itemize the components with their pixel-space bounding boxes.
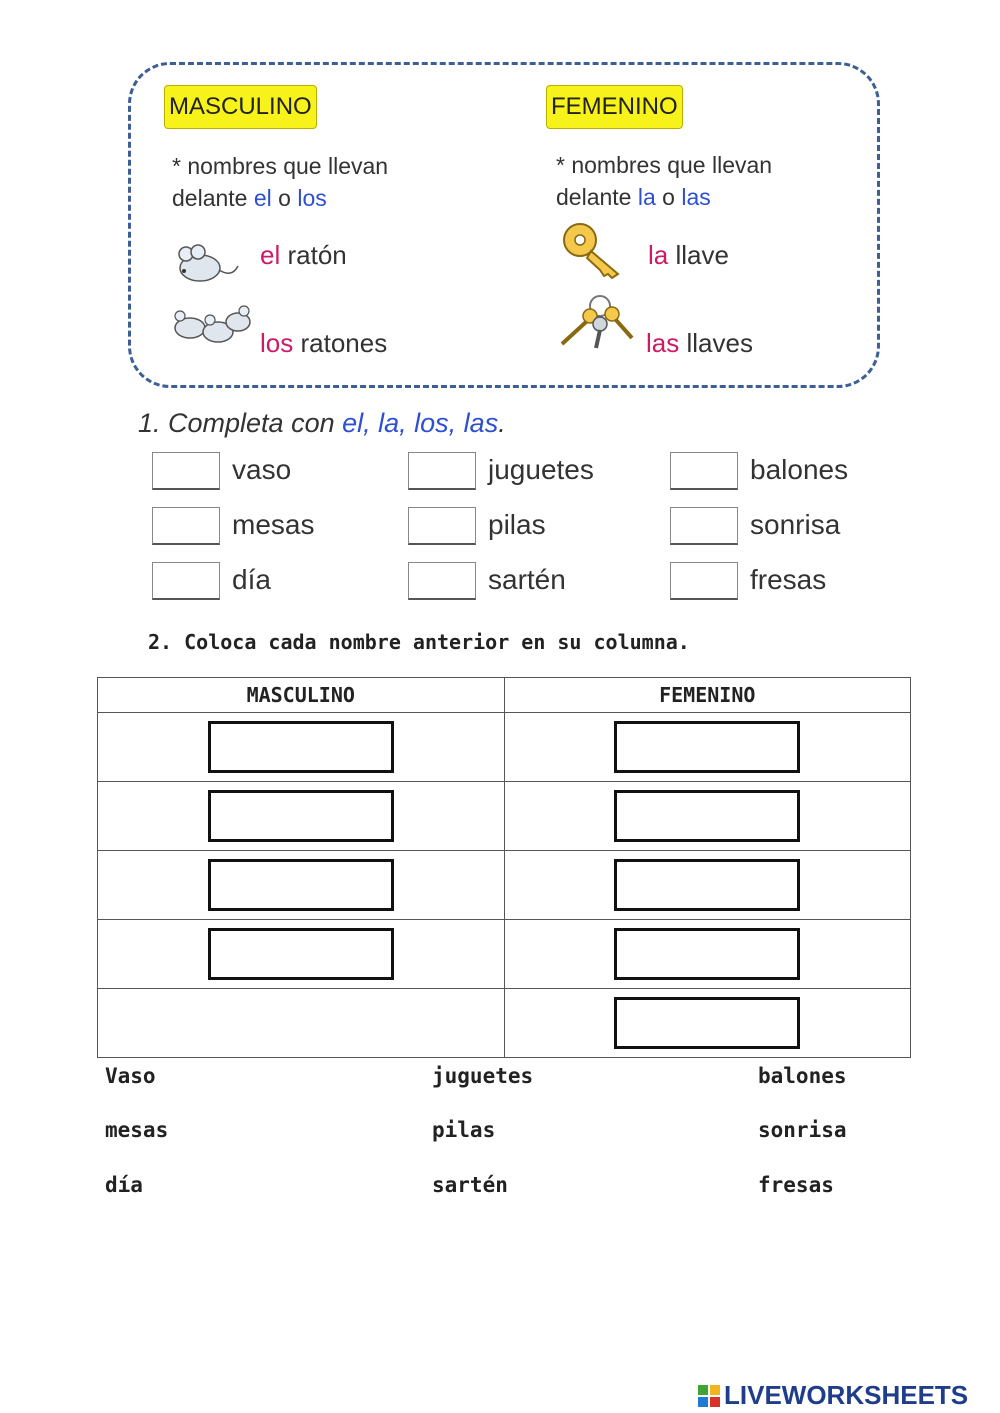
article-los: los [297,185,327,211]
masculine-rule [172,150,388,214]
feminine-column-header: FEMENINO [504,678,911,713]
exercise1-word: fresas [750,564,827,595]
rule-line-2: delante la o las [556,184,711,210]
rule-line-1: * nombres que llevan [172,153,389,179]
feminine-rule [556,149,772,213]
article-las: las [681,184,711,210]
word-bank-item[interactable]: mesas [105,1118,169,1142]
article-blank-input[interactable] [152,562,220,600]
example-los-ratones: los ratones [260,328,388,358]
feminine-answer-box[interactable] [614,928,800,980]
word-bank-item[interactable]: sartén [432,1173,508,1197]
exercise1-word: mesas [232,509,315,540]
feminine-answer-box[interactable] [614,721,800,773]
rule-line-2: delante el o los [172,185,327,211]
masculine-column-header: MASCULINO [98,678,505,713]
example-la-llave: la llave [648,240,729,270]
word-bank-item[interactable]: Vaso [105,1064,156,1088]
example-el-raton: el ratón [260,240,347,270]
masculine-answer-box[interactable] [208,790,394,842]
exercise1-word: vaso [232,454,292,485]
rule-line-1: * nombres que llevan [556,152,773,178]
feminine-tag: FEMENINO [546,85,683,129]
article-la: la [637,184,656,210]
example-las-llaves: las llaves [646,328,753,358]
masculine-answer-box[interactable] [208,859,394,911]
key-icon [560,220,630,280]
exercise1-word: juguetes [488,454,594,485]
article-blank-input[interactable] [408,562,476,600]
exercise1-title: 1. Completa con el, la, los, las. [138,408,506,438]
word-bank-item[interactable]: juguetes [432,1064,534,1088]
masculine-answer-box[interactable] [208,721,394,773]
mouse-icon [172,238,242,288]
exercise1-word: día [232,564,271,595]
article-blank-input[interactable] [408,452,476,490]
exercise1-word: balones [750,454,849,485]
word-bank-item[interactable]: pilas [432,1118,496,1142]
sort-table [97,677,911,1058]
article-blank-input[interactable] [152,452,220,490]
mice-icon [168,302,256,352]
article-blank-input[interactable] [152,507,220,545]
word-bank-item[interactable]: día [105,1173,143,1197]
logo-mark-icon [698,1385,720,1407]
masculine-answer-box[interactable] [208,928,394,980]
feminine-answer-box[interactable] [614,859,800,911]
exercise1-word: pilas [488,509,546,540]
keys-icon [556,292,636,350]
liveworksheets-logo: LIVEWORKSHEETS [698,1380,968,1410]
exercise2-title: 2. Coloca cada nombre anterior en su columna. [148,630,690,654]
word-bank-item[interactable]: balones [758,1064,847,1088]
feminine-answer-box[interactable] [614,790,800,842]
word-bank-item[interactable]: sonrisa [758,1118,847,1142]
article-blank-input[interactable] [670,507,738,545]
exercise1-word: sonrisa [750,509,841,540]
word-bank-item[interactable]: fresas [758,1173,834,1197]
feminine-answer-box[interactable] [614,997,800,1049]
masculine-tag: MASCULINO [164,85,317,129]
article-el: el [253,185,272,211]
article-blank-input[interactable] [670,562,738,600]
article-blank-input[interactable] [408,507,476,545]
exercise1-word: sartén [488,564,566,595]
article-blank-input[interactable] [670,452,738,490]
